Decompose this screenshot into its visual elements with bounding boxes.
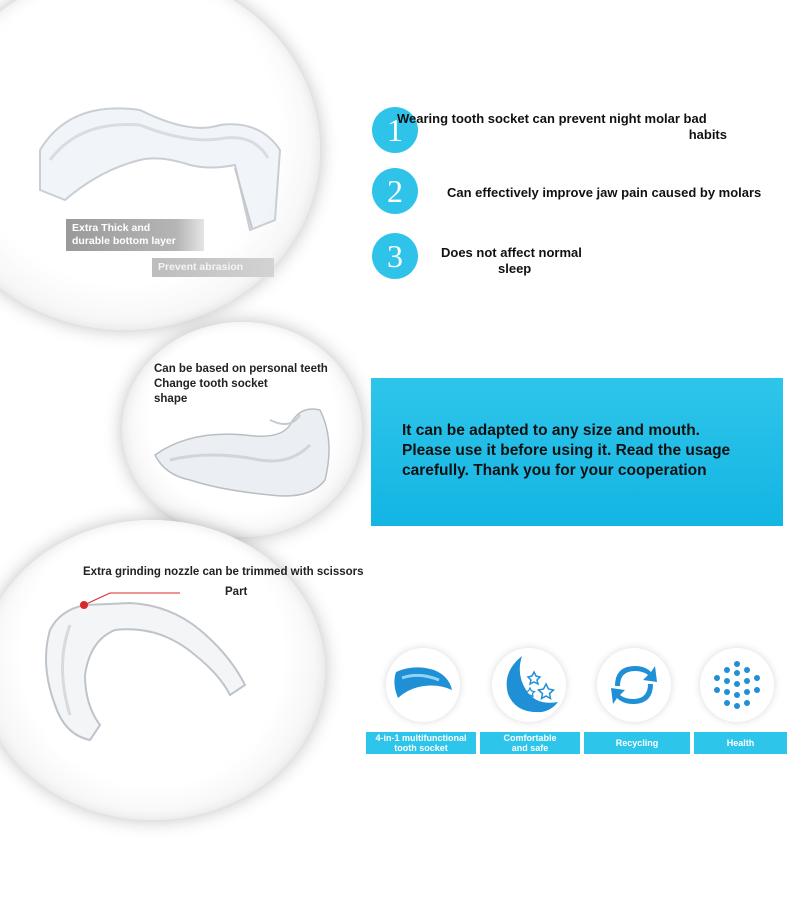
- thick-layer-tag-line2: durable bottom layer: [72, 235, 176, 247]
- thick-layer-tag: [66, 219, 204, 251]
- badge-label-2-line1: Comfortable: [503, 733, 557, 743]
- personal-fit-line3: shape: [154, 393, 188, 405]
- feature-1-line2: habits: [688, 127, 727, 142]
- usage-notice-text: [402, 421, 782, 481]
- usage-notice-line3: carefully. Thank you for your cooperation: [402, 462, 707, 479]
- feature-number-1: 1: [372, 107, 418, 153]
- personal-fit-line1: Can be based on personal teeth: [154, 363, 328, 375]
- badge-comfortable: [492, 648, 566, 722]
- usage-notice-box: [371, 378, 783, 526]
- mouthguard-bottom-icon: [30, 585, 270, 755]
- feature-text-3: [441, 245, 641, 277]
- mouthguard-icon: [394, 664, 454, 708]
- feature-number-2: 2: [372, 168, 418, 214]
- feature-3-line1: Does not affect normal: [441, 245, 582, 260]
- usage-notice-line2: Please use it before using it. Read the usage: [402, 442, 731, 459]
- badge-multifunctional: [386, 648, 460, 722]
- feature-number-3: 3: [372, 233, 418, 279]
- moon-stars-icon: [500, 654, 560, 716]
- badge-label-2-line2: and safe: [511, 743, 549, 753]
- trim-text-line2: Part: [225, 586, 248, 598]
- feature-text-2: Can effectively improve jaw pain caused by molars: [447, 185, 762, 200]
- dots-grid-icon: [710, 658, 764, 712]
- badge-health: [700, 648, 774, 722]
- usage-notice-line1: It can be adapted to any size and mouth.: [402, 422, 700, 439]
- mouthguard-top-icon: [30, 80, 290, 240]
- badge-label-recycling: Recycling: [584, 732, 690, 754]
- badge-label-comfortable: [480, 732, 580, 754]
- mouthguard-mid-icon: [150, 400, 340, 510]
- badge-label-multifunctional: [366, 732, 476, 754]
- badge-label-1-line2: tooth socket: [394, 743, 448, 753]
- badge-label-health: Health: [694, 732, 787, 754]
- personal-fit-line2: Change tooth socket: [154, 378, 268, 390]
- trim-text-line1: Extra grinding nozzle can be trimmed with scissors: [83, 566, 364, 578]
- feature-1-line1: Wearing tooth socket can prevent night molar bad: [397, 111, 707, 126]
- badge-recycling: [597, 648, 671, 722]
- recycle-arrows-icon: [607, 658, 661, 712]
- badge-label-1-line1: 4-in-1 multifunctional: [375, 733, 467, 743]
- feature-3-line2: sleep: [498, 261, 532, 276]
- feature-text-1: [397, 111, 737, 143]
- thick-layer-tag-line1: Extra Thick and: [72, 222, 151, 234]
- prevent-abrasion-tag: Prevent abrasion: [152, 258, 274, 277]
